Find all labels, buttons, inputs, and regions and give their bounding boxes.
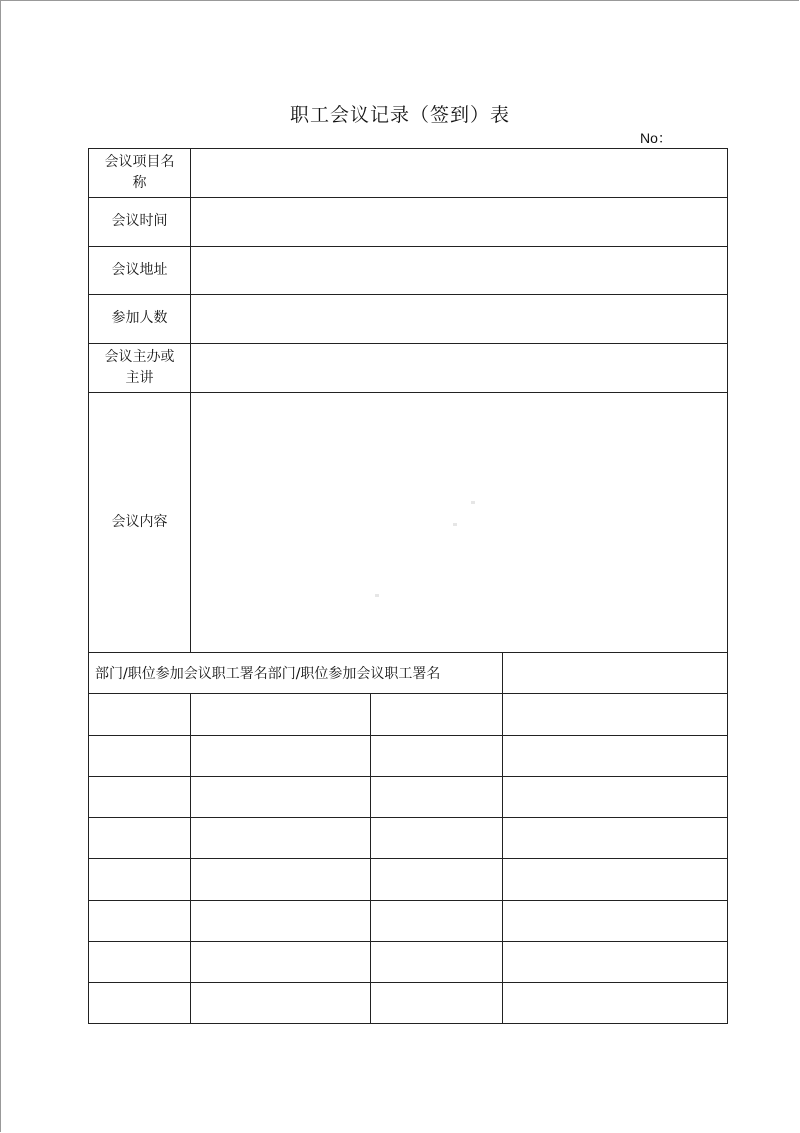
signin-signature-cell[interactable] [191,736,370,776]
signin-signature-cell[interactable] [503,859,728,900]
field-meeting-content[interactable] [191,392,728,652]
signin-signature-cell[interactable] [191,983,370,1024]
signin-signature-cell[interactable] [503,901,728,941]
signin-department-cell[interactable] [90,818,190,858]
signin-signature-cell[interactable] [191,859,370,900]
number-label: No： [640,130,672,146]
signin-department-cell[interactable] [371,736,502,776]
label-meeting-name: 会议项目名称 [104,154,175,191]
signin-department-cell[interactable] [371,777,502,817]
signin-header: 部门/职位参加会议职工署名部门/职位参加会议职工署名 [95,666,441,682]
signin-department-cell[interactable] [90,694,190,735]
signin-signature-cell[interactable] [503,777,728,817]
signin-signature-cell[interactable] [191,942,370,982]
signin-department-cell[interactable] [90,859,190,900]
meeting-record-form [88,148,728,1024]
signin-signature-cell[interactable] [503,983,728,1024]
field-host-or-speaker[interactable] [191,343,728,392]
label-host-or-speaker: 会议主办或主讲 [104,348,175,386]
signin-department-cell[interactable] [90,983,190,1024]
field-meeting-location[interactable] [191,246,728,294]
scan-speck [375,594,379,597]
signin-signature-cell[interactable] [191,694,370,735]
signin-department-cell[interactable] [371,901,502,941]
signin-department-cell[interactable] [90,901,190,941]
signin-signature-cell[interactable] [191,818,370,858]
signin-department-cell[interactable] [371,859,502,900]
signin-department-cell[interactable] [90,777,190,817]
label-meeting-content: 会议内容 [111,513,168,530]
field-attendee-count[interactable] [191,294,728,343]
signin-signature-cell[interactable] [503,942,728,982]
signin-signature-cell[interactable] [191,777,370,817]
signin-department-cell[interactable] [90,736,190,776]
field-meeting-time[interactable] [191,197,728,246]
signin-signature-cell[interactable] [191,901,370,941]
signin-signature-cell[interactable] [503,736,728,776]
signin-department-cell[interactable] [371,694,502,735]
document-title: 职工会议记录（签到）表 [289,104,510,126]
signin-signature-cell[interactable] [503,694,728,735]
label-attendee-count: 参加人数 [111,310,168,326]
scan-speck [471,501,475,504]
label-meeting-time: 会议时间 [111,213,168,229]
signin-signature-cell[interactable] [503,818,728,858]
label-meeting-location: 会议地址 [111,261,168,278]
signin-department-cell[interactable] [371,942,502,982]
signin-department-cell[interactable] [90,942,190,982]
signin-department-cell[interactable] [371,818,502,858]
field-meeting-name[interactable] [191,149,728,197]
signin-department-cell[interactable] [371,983,502,1024]
scan-speck [453,523,457,526]
